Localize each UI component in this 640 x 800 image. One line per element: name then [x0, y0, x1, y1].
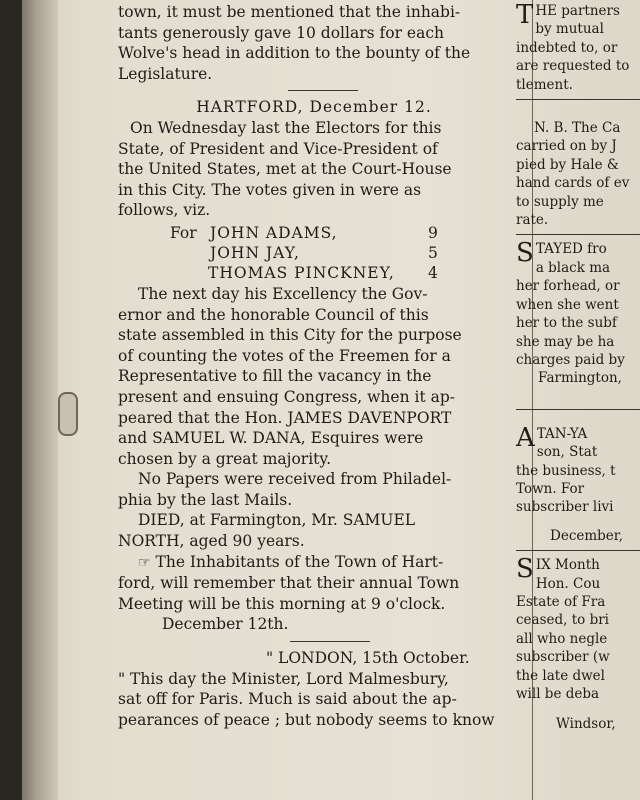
text-line: of counting the votes of the Freemen for a — [118, 346, 451, 365]
text-line: carried on by J — [516, 138, 617, 155]
text-line: " This day the Minister, Lord Malmesbury, — [118, 669, 449, 688]
ad-tanyard — [516, 422, 640, 545]
text-line — [118, 552, 510, 574]
text-line: DIED, at Farmington, Mr. SAMUEL — [138, 511, 416, 530]
rule — [516, 99, 640, 100]
text-line: the business, t — [516, 462, 616, 479]
text-line: Windsor, — [556, 716, 616, 733]
drop-cap: A — [516, 422, 535, 453]
text-line: the late dwel — [516, 667, 605, 684]
candidate-name: THOMAS PINCKNEY, — [208, 263, 395, 282]
text-line: Hon. Cou — [535, 575, 601, 592]
text-line: On Wednesday last the Electors for this — [130, 118, 442, 137]
pointing-hand-icon: ☞ — [138, 554, 151, 571]
text-line: when she went — [516, 296, 619, 313]
text-line: rate. — [516, 212, 549, 229]
text-line: charges paid by — [516, 351, 625, 368]
text-line: the United States, met at the Court-House — [118, 160, 452, 179]
text-line: and SAMUEL W. DANA, Esquires were — [118, 429, 424, 448]
text-line: Farmington, — [538, 370, 622, 387]
text-line: subscriber livi — [516, 499, 614, 516]
text-line: indebted to, or — [516, 39, 618, 56]
candidate-name: JOHN JAY, — [210, 243, 300, 262]
candidate-name: JOHN ADAMS, — [210, 223, 338, 242]
text-line: present and ensuing Congress, when it ap- — [118, 387, 456, 406]
rule — [288, 90, 358, 91]
text-line: NORTH, aged 90 years. — [118, 532, 305, 551]
text-line: her to the subf — [516, 315, 617, 332]
main-column — [118, 0, 510, 730]
london-dateline: " LONDON, 15th October. — [266, 649, 470, 668]
rule — [516, 234, 640, 235]
text-line: ford, will remember that their annual Town — [118, 574, 460, 593]
page-spine — [22, 0, 58, 800]
right-column — [516, 0, 640, 734]
text-line: tlement. — [516, 76, 573, 93]
vote-count: 5 — [428, 243, 438, 262]
text-line — [516, 517, 640, 527]
text-line: she may be ha — [516, 333, 615, 350]
text-line: Town. For — [516, 480, 585, 497]
binding-hole — [58, 392, 78, 436]
text-line: hand cards of ev — [516, 175, 630, 192]
electoral-votes — [118, 221, 510, 284]
text-span: The Inhabitants of the Town of Hart- — [155, 552, 444, 571]
text-line: subscriber (w — [516, 649, 610, 666]
text-line: her forhead, or — [516, 278, 620, 295]
text-line: No Papers were received from Philadel- — [138, 470, 452, 489]
text-line — [516, 703, 640, 715]
text-line: December, — [550, 527, 624, 544]
ad-strayed — [516, 240, 640, 387]
text-line: town, it must be mentioned that the inhabi- — [118, 3, 461, 21]
text-line: by mutual — [535, 21, 604, 38]
drop-cap: S — [516, 238, 534, 269]
text-line: pied by Hale & — [516, 156, 619, 173]
text-line: IX Month — [535, 557, 600, 574]
text-line: Wolve's head in addition to the bounty of the — [118, 44, 471, 63]
text-line: pearances of peace ; but nobody seems to know — [118, 710, 495, 729]
text-line: peared that the Hon. JAMES DAVENPORT — [118, 408, 452, 427]
text-line: follows, viz. — [118, 201, 211, 220]
vote-prefix: For — [170, 223, 197, 242]
text-line: Legislature. — [118, 64, 213, 83]
text-line: to supply me — [516, 193, 604, 210]
ad-cards — [516, 119, 640, 229]
drop-cap: S — [516, 554, 534, 585]
text-line: a black ma — [535, 259, 611, 276]
text-line: ceased, to bri — [516, 612, 609, 629]
text-line: all who negle — [516, 630, 608, 647]
vote-count: 9 — [428, 223, 438, 242]
text-line: The next day his Excellency the Gov- — [138, 284, 428, 303]
text-line: chosen by a great majority. — [118, 449, 332, 468]
rule — [290, 641, 370, 642]
text-line: N. B. The Ca — [534, 120, 621, 137]
text-line: ernor and the honorable Council of this — [118, 305, 429, 324]
text-line: tants generously gave 10 dollars for each — [118, 23, 444, 42]
vote-count: 4 — [428, 263, 438, 282]
drop-cap: T — [516, 0, 534, 30]
text-line: son, Stat — [536, 444, 598, 461]
text-line: sat off for Paris. Much is said about the ap- — [118, 690, 457, 709]
text-line: Representative to fill the vacancy in the — [118, 367, 432, 386]
ad-partnership — [516, 2, 640, 94]
rule — [516, 409, 640, 410]
text-line: state assembled in this City for the purpose — [118, 326, 462, 345]
meeting-date: December 12th. — [162, 615, 289, 634]
text-line: Meeting will be this morning at 9 o'clock. — [118, 594, 446, 613]
text-line: Estate of Fra — [516, 593, 606, 610]
ad-six-months — [516, 556, 640, 734]
text-line: HE partners — [535, 3, 620, 19]
text-line: phia by the last Mails. — [118, 490, 293, 509]
dateline: HARTFORD, December 12. — [196, 98, 432, 117]
text-line: in this City. The votes given in were as — [118, 180, 422, 199]
text-line: TAN-YA — [536, 425, 588, 442]
rule — [516, 550, 640, 551]
text-line: TAYED fro — [535, 241, 607, 258]
text-line: will be deba — [516, 686, 600, 702]
text-line: State, of President and Vice-President of — [118, 139, 438, 158]
text-line: are requested to — [516, 58, 630, 75]
